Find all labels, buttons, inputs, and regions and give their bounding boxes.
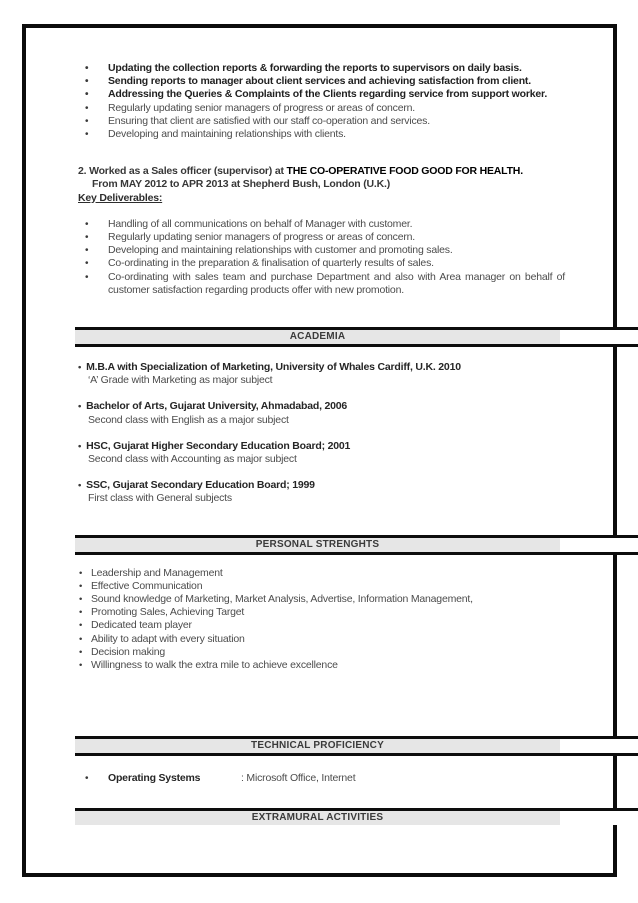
list-item	[78, 115, 565, 128]
bullet-text: Co-ordinating with sales team and purchase Department and also with Area manager on behalf of customer satisfaction regarding products offer with new promotion.	[108, 270, 565, 296]
section-title: PERSONAL STRENGHTS	[75, 538, 560, 552]
list-item	[78, 128, 565, 141]
section-header-technical-proficiency	[75, 736, 638, 756]
job2-title-prefix: 2. Worked as a Sales officer (supervisor) at	[78, 165, 287, 178]
bullet-text: Developing and maintaining relationships with customer and promoting sales.	[108, 244, 453, 257]
bullet-icon: •	[85, 76, 89, 88]
job2-heading-block	[78, 165, 565, 205]
job2-title-line	[78, 165, 565, 178]
bullet-icon: •	[85, 63, 89, 74]
bullet-icon: •	[79, 594, 83, 606]
list-item	[78, 593, 565, 606]
bullet-icon: •	[79, 660, 83, 672]
bullet-icon: •	[85, 245, 89, 257]
section-header-extramural-activities	[75, 808, 638, 825]
bullet-icon: •	[85, 102, 89, 114]
list-item	[78, 633, 565, 646]
bullet-icon: •	[79, 620, 83, 632]
bullet-icon: •	[78, 480, 82, 492]
bullet-icon: •	[79, 607, 83, 619]
page-content	[26, 28, 613, 825]
section-header-personal-strengths	[75, 535, 638, 555]
bullet-icon: •	[78, 440, 82, 452]
bullet-icon: •	[85, 89, 89, 101]
academia-entries	[78, 361, 565, 506]
section-title: TECHNICAL PROFICIENCY	[75, 739, 560, 753]
bullet-icon: •	[79, 567, 83, 579]
list-item	[78, 619, 565, 632]
bullet-icon: •	[85, 218, 89, 230]
list-item	[78, 606, 565, 619]
degree-line	[78, 479, 565, 492]
tech-label: Operating Systems	[108, 772, 201, 785]
degree-detail: Second class with English as a major subject	[88, 413, 289, 426]
list-item	[78, 257, 565, 270]
bullet-text: Addressing the Queries & Complaints of the Clients regarding service from support worker.	[108, 88, 548, 101]
academia-entry	[78, 440, 565, 466]
bullet-icon: •	[85, 773, 89, 785]
list-item	[78, 244, 565, 257]
list-item	[78, 271, 565, 297]
list-item	[78, 218, 565, 231]
bullet-text: Ensuring that client are satisfied with our staff co-operation and services.	[108, 114, 430, 127]
strength-text: Dedicated team player	[91, 619, 192, 632]
academia-entry	[78, 400, 565, 426]
strengths-list	[78, 567, 565, 673]
section-header-academia	[75, 327, 638, 347]
strength-text: Ability to adapt with every situation	[91, 632, 245, 645]
bullet-text: Sending reports to manager about client services and achieving satisfaction from client.	[108, 75, 531, 88]
list-item	[78, 102, 565, 115]
job1-bullet-list	[78, 62, 565, 141]
strength-text: Leadership and Management	[91, 566, 223, 579]
degree-detail: ‘A’ Grade with Marketing as major subject	[88, 374, 273, 387]
section-title: ACADEMIA	[75, 330, 560, 344]
degree-detail: First class with General subjects	[88, 492, 232, 505]
strength-text: Sound knowledge of Marketing, Market Analysis, Advertise, Information Management,	[91, 593, 473, 606]
bullet-icon: •	[79, 580, 83, 592]
list-item	[78, 75, 565, 88]
list-item	[78, 646, 565, 659]
tech-value: : Microsoft Office, Internet	[241, 772, 356, 785]
degree-text: SSC, Gujarat Secondary Education Board; 1999	[86, 479, 315, 492]
strength-text: Willingness to walk the extra mile to achieve excellence	[91, 659, 338, 672]
strength-text: Effective Communication	[91, 579, 203, 592]
list-item	[78, 659, 565, 672]
degree-text: HSC, Gujarat Higher Secondary Education Board; 2001	[86, 439, 351, 452]
resume-page	[22, 24, 617, 877]
degree-line	[78, 440, 565, 453]
degree-line	[78, 361, 565, 374]
strength-text: Decision making	[91, 645, 166, 658]
job2-date-line: From MAY 2012 to APR 2013 at Shepherd Bush, London (U.K.)	[92, 178, 391, 191]
bullet-icon: •	[78, 401, 82, 413]
list-item	[78, 580, 565, 593]
bullet-icon: •	[85, 271, 89, 283]
degree-detail: Second class with Accounting as major subject	[88, 453, 297, 466]
bullet-text: Updating the collection reports & forwarding the reports to supervisors on daily basis.	[108, 62, 522, 74]
list-item	[78, 567, 565, 580]
list-item	[78, 231, 565, 244]
bullet-text: Handling of all communications on behalf of Manager with customer.	[108, 217, 413, 230]
bullet-icon: •	[85, 129, 89, 141]
degree-text: M.B.A with Specialization of Marketing, University of Whales Cardiff, U.K. 2010	[86, 361, 461, 374]
bullet-text: Co-ordinating in the preparation & finalisation of quarterly results of sales.	[108, 257, 434, 270]
section-title: EXTRAMURAL ACTIVITIES	[75, 811, 560, 825]
strength-text: Promoting Sales, Achieving Target	[91, 606, 245, 619]
technical-proficiency-line	[78, 772, 565, 785]
bullet-icon: •	[85, 232, 89, 244]
academia-entry	[78, 479, 565, 505]
bullet-text: Regularly updating senior managers of progress or areas of concern.	[108, 231, 416, 244]
job2-bullet-list	[78, 218, 565, 297]
bullet-icon: •	[79, 646, 83, 658]
bullet-text: Regularly updating senior managers of progress or areas of concern.	[108, 101, 416, 114]
bullet-icon: •	[85, 115, 89, 127]
key-deliverables-heading: Key Deliverables:	[78, 191, 163, 204]
list-item	[78, 88, 565, 101]
academia-entry	[78, 361, 565, 387]
bullet-text: Developing and maintaining relationships with clients.	[108, 128, 346, 141]
bullet-icon: •	[78, 362, 82, 374]
degree-line	[78, 400, 565, 413]
bullet-icon: •	[79, 633, 83, 645]
list-item	[78, 62, 565, 75]
bullet-icon: •	[85, 258, 89, 270]
job2-company-name: THE CO-OPERATIVE FOOD GOOD FOR HEALTH.	[286, 165, 523, 178]
degree-text: Bachelor of Arts, Gujarat University, Ahmadabad, 2006	[86, 400, 348, 413]
